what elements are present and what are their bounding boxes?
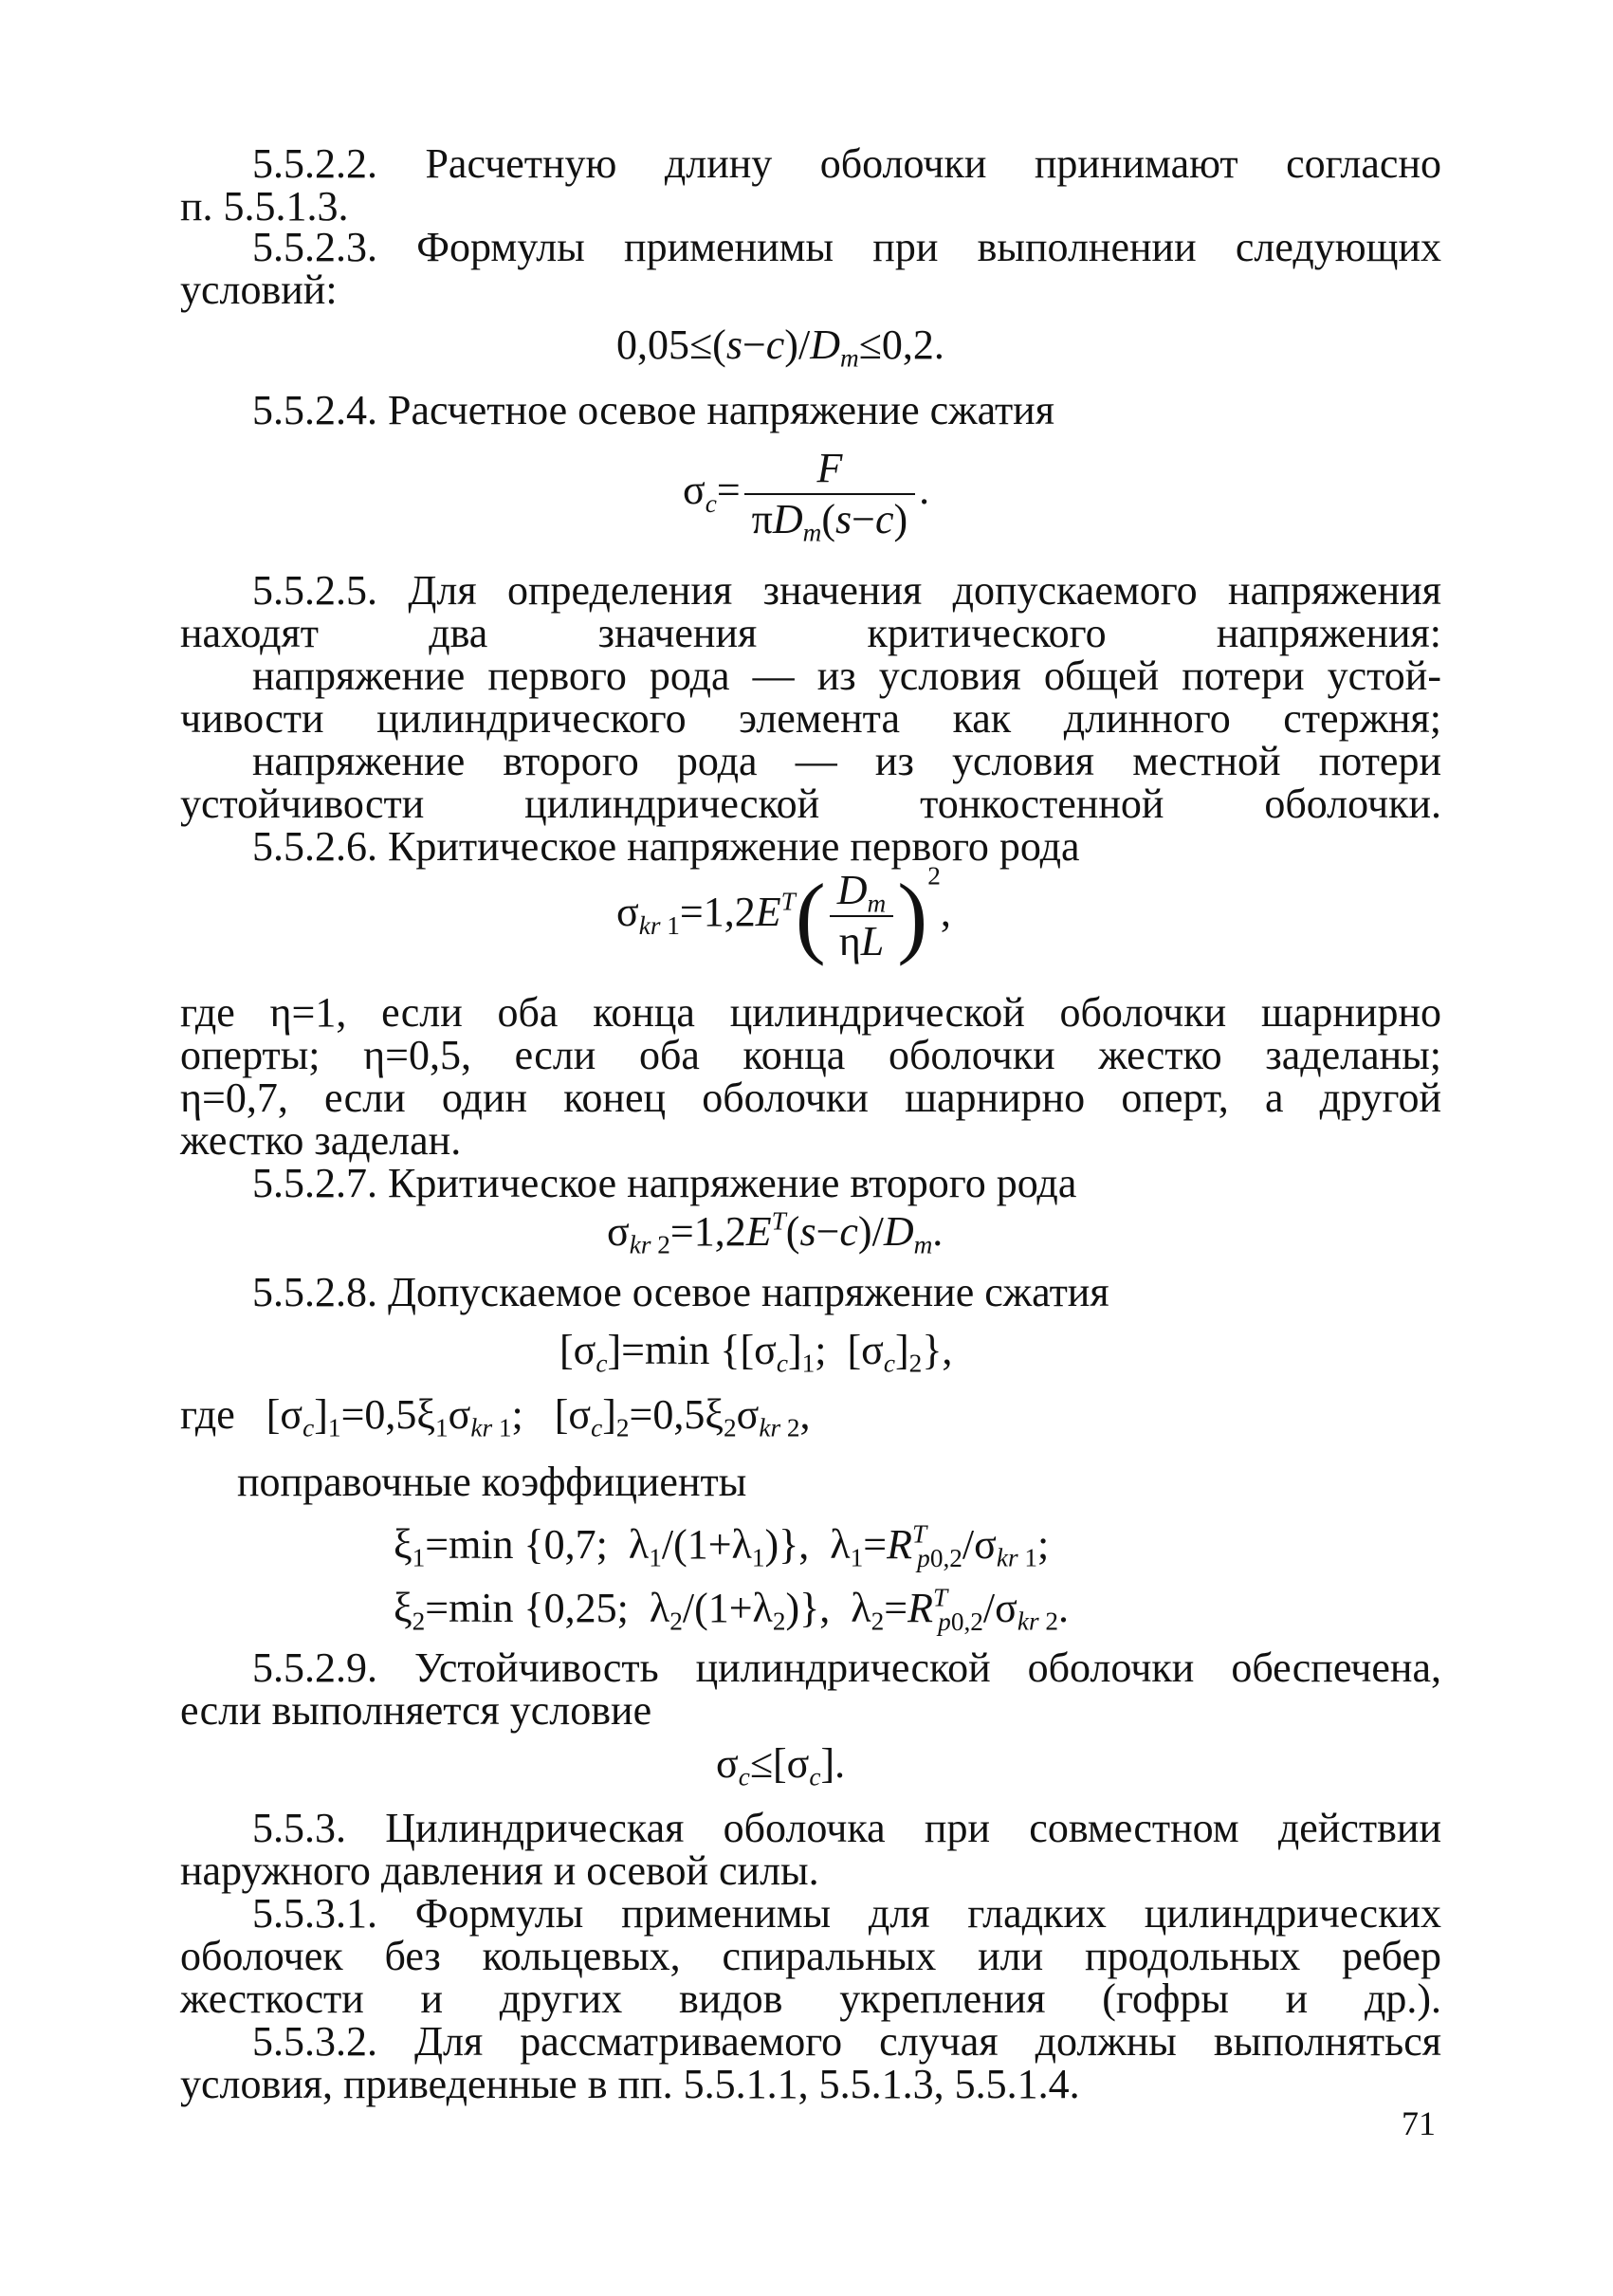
formula-xi-2: $\xi_2=\min$ {0,25; $\lambda_2/(1+\lambda_2)$}, $\lambda_2=R^T_{p0,2}/\sigma_{kr 2}$. [394, 1583, 1070, 1636]
text-line: напряжение первого рода — из условия общей потери устой- [252, 652, 1441, 699]
text-line: оперты; η=0,5, если оба конца оболочки жестко заделаны; [180, 1032, 1441, 1078]
text-line: условий: [180, 266, 338, 313]
text-line: 5.5.3. Цилиндрическая оболочка при совместном действии [252, 1805, 1441, 1851]
text-line: поправочные коэффициенты [237, 1459, 747, 1505]
text-line: 5.5.2.2. Расчетную длину оболочки принимают согласно [252, 140, 1441, 187]
text-line: наружного давления и осевой силы. [180, 1847, 819, 1894]
text-line: η=0,7, если один конец оболочки шарнирно оперт, а другой [180, 1075, 1441, 1121]
page-number: 71 [1402, 2104, 1436, 2142]
text-line: 5.5.2.6. Критическое напряжение первого рода [252, 823, 1080, 870]
text-line: 5.5.2.3. Формулы применимы при выполнении следующих [252, 224, 1441, 270]
text-line: 5.5.3.2. Для рассматриваемого случая должны выполняться [252, 2018, 1441, 2065]
paragraph-5-5-2-3 [180, 226, 1441, 311]
text-line: жесткости и других видов укрепления (гофры и др.). [180, 1975, 1441, 2022]
text-line: условия, приведенные в пп. 5.5.1.1, 5.5.1.3, 5.5.1.4. [180, 2061, 1080, 2107]
text-line: 5.5.2.9. Устойчивость цилиндрической оболочки обеспечена, [252, 1644, 1441, 1691]
text-line: 5.5.2.7. Критическое напряжение второго рода [252, 1160, 1077, 1206]
formula-critical-stress-2: $\sigma_{kr 2}=1,2E^T(s-c)/D_m$. [607, 1206, 944, 1259]
text-line: где η=1, если оба конца цилиндрической оболочки шарнирно [180, 989, 1441, 1036]
paragraph-5-5-2-4 [252, 389, 1054, 432]
paragraph-5-5-3 [180, 1807, 1441, 2105]
text-line: 5.5.3.1. Формулы применимы для гладких цилиндрических [252, 1890, 1441, 1937]
formula-stability-condition: $\sigma_c\le[\sigma_c]$. [716, 1740, 846, 1791]
text-line: устойчивости цилиндрической тонкостенной оболочки. [180, 781, 1441, 827]
text-line: жестко заделан. [180, 1117, 462, 1164]
paragraph-5-5-2-5 [180, 569, 1441, 868]
text-line: 5.5.2.4. Расчетное осевое напряжение сжатия [252, 387, 1054, 433]
formula-thickness-ratio: $0,05\le(s-c)/D_m\le 0,2$. [616, 321, 944, 373]
paragraph-5-5-2-8 [252, 1271, 1109, 1313]
text-line: находят два значения критического напряжения: [180, 610, 1441, 656]
paragraph-5-5-2-2 [180, 142, 1441, 228]
text-line: если выполняется условие [180, 1687, 652, 1734]
paragraph-5-5-2-9 [180, 1646, 1441, 1732]
text-line: оболочек без кольцевых, спиральных или продольных ребер [180, 1933, 1441, 1979]
formula-allowable-stress: $[\sigma_c]=\min$ {$[\sigma_c]_1$; $[\sigma_c]_2$}, [559, 1327, 953, 1378]
text-line: чивости цилиндрического элемента как длинного стержня; [180, 695, 1441, 742]
text-line: напряжение второго рода — из условия местной потери [252, 738, 1441, 784]
paragraph-correction-coefficients [237, 1460, 746, 1503]
text-line: п. 5.5.1.3. [180, 183, 349, 230]
text-line: 5.5.2.8. Допускаемое осевое напряжение сжатия [252, 1269, 1109, 1315]
formula-critical-stress-1: $\sigma_{kr 1}=1,2E^T$( $\frac{D_m}{\eta L}$ )$^2$, [616, 861, 951, 966]
formula-allowable-components: где $[\sigma_c]_1=0,5\xi_1\sigma_{kr 1}$; $[\sigma_c]_2=0,5\xi_2\sigma_{kr 2}$, [180, 1391, 811, 1442]
formula-xi-1: $\xi_1=\min$ {0,7; $\lambda_1/(1+\lambda_1)$}, $\lambda_1=R^T_{p0,2}/\sigma_{kr 1}$; [394, 1519, 1050, 1572]
text-line: 5.5.2.5. Для определения значения допускаемого напряжения [252, 567, 1441, 614]
paragraph-eta-definition [180, 991, 1441, 1204]
formula-axial-stress: $\sigma_c=$ $\frac{F}{\pi D_m(s-c)}$ . [683, 445, 930, 547]
